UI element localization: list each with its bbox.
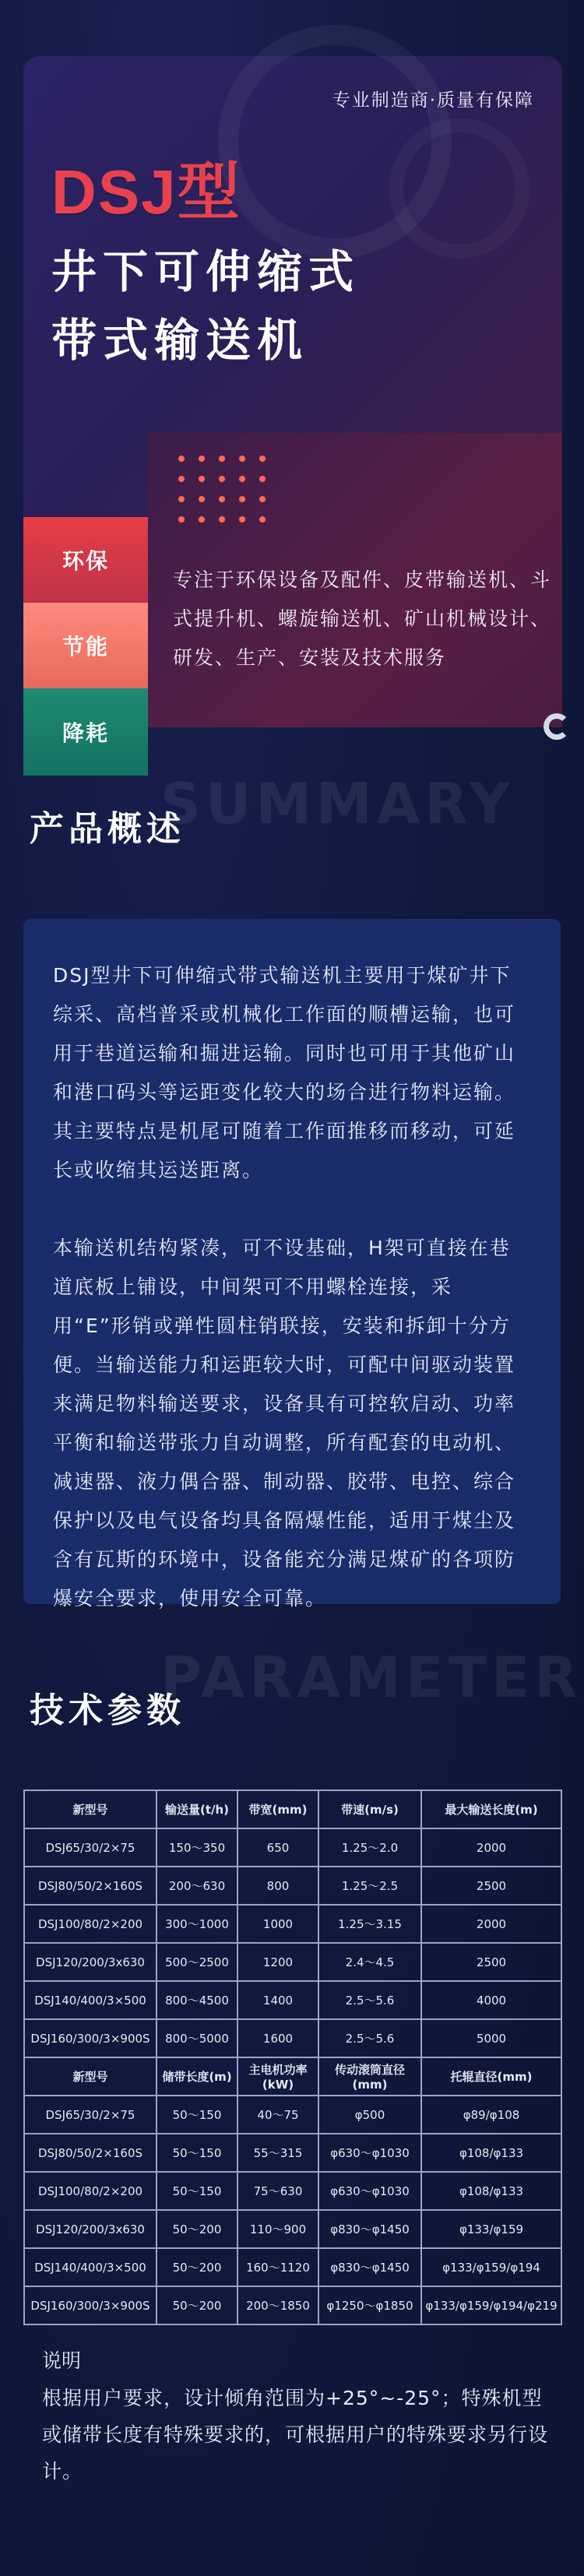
table-cell: 160～1120: [237, 2248, 318, 2286]
table-row: [24, 2210, 561, 2248]
table-cell: φ133/φ159/φ194: [421, 2248, 561, 2286]
table-row: [24, 2096, 561, 2134]
table-row: [24, 2019, 561, 2057]
table-row: [24, 2134, 561, 2172]
table-cell: φ830～φ1450: [318, 2248, 421, 2286]
table-header-cell: 新型号: [24, 2057, 157, 2096]
overview-title: 产品概述: [30, 809, 185, 849]
table-cell: DSJ160/300/3×900S: [24, 2019, 157, 2057]
table-cell: 5000: [421, 2019, 561, 2057]
dot-grid-decoration: [171, 449, 273, 534]
table-row: [24, 2248, 561, 2286]
note-text: 根据用户要求，设计倾角范围为+25°~-25°；特殊机型或储带长度有特殊要求的，可根据用户的特殊要求另行设计。: [42, 2387, 549, 2483]
table-cell: φ630～φ1030: [318, 2172, 421, 2210]
table-cell: 2.5～5.6: [318, 2019, 421, 2057]
table-cell: DSJ160/300/3×900S: [24, 2286, 157, 2324]
parameters-title: 技术参数: [30, 1691, 185, 1730]
table-cell: DSJ80/50/2×160S: [24, 1867, 157, 1905]
table-cell: 50～150: [157, 2096, 237, 2134]
table-cell: φ108/φ133: [421, 2172, 561, 2210]
hero-title-line2: 带式输送机: [51, 314, 309, 367]
table-cell: 300～1000: [157, 1905, 237, 1943]
table-cell: DSJ80/50/2×160S: [24, 2134, 157, 2172]
table-header-row: [24, 1790, 561, 1828]
table-header-cell: 主电机功率(kW): [237, 2057, 318, 2096]
table-cell: DSJ120/200/3x630: [24, 1943, 157, 1981]
table-cell: 800～4500: [157, 1981, 237, 2019]
table-cell: DSJ120/200/3x630: [24, 2210, 157, 2248]
table-cell: 1000: [237, 1905, 318, 1943]
table-header-cell: 最大输送长度(m): [421, 1790, 561, 1828]
table-cell: 1400: [237, 1981, 318, 2019]
table-cell: 50～200: [157, 2248, 237, 2286]
table-cell: 800～5000: [157, 2019, 237, 2057]
table-cell: 1200: [237, 1943, 318, 1981]
table-cell: 650: [237, 1828, 318, 1867]
table-cell: 50～150: [157, 2172, 237, 2210]
table-cell: 4000: [421, 1981, 561, 2019]
table-cell: 50～200: [157, 2210, 237, 2248]
parameters-table: [23, 1789, 562, 2325]
ring-decoration: [544, 713, 570, 740]
parameter-watermark: PARAMETER: [160, 1645, 582, 1710]
decorative-arc: [389, 118, 529, 259]
table-row: [24, 1828, 561, 1867]
table-cell: DSJ100/80/2×200: [24, 1905, 157, 1943]
table-cell: DSJ100/80/2×200: [24, 2172, 157, 2210]
summary-watermark: SUMMARY: [160, 771, 515, 836]
table-cell: 1600: [237, 2019, 318, 2057]
table-cell: 800: [237, 1867, 318, 1905]
hero-banner: [23, 56, 562, 746]
table-cell: 150～350: [157, 1828, 237, 1867]
table-row: [24, 2172, 561, 2210]
hero-title-line1: 井下可伸缩式: [51, 245, 361, 298]
table-cell: 110～900: [237, 2210, 318, 2248]
table-cell: 55～315: [237, 2134, 318, 2172]
table-cell: 500～2500: [157, 1943, 237, 1981]
table-cell: 2000: [421, 1828, 561, 1867]
table-row: [24, 1943, 561, 1981]
table-cell: 40～75: [237, 2096, 318, 2134]
note-title: 说明: [42, 2349, 82, 2372]
table-cell: 50～150: [157, 2134, 237, 2172]
table-cell: DSJ65/30/2×75: [24, 1828, 157, 1867]
hero-description: 专注于环保设备及配件、皮带输送机、斗式提升机、螺旋输送机、矿山机械设计、研发、生产、安装及技术服务: [173, 568, 552, 669]
table-cell: 1.25～2.0: [318, 1828, 421, 1867]
hero-model-name: DSJ型: [51, 157, 241, 227]
badge-energy-saving: 节能: [23, 603, 148, 688]
table-row: [24, 1981, 561, 2019]
table-cell: φ133/φ159/φ194/φ219: [421, 2286, 561, 2324]
overview-paragraph-2: 本输送机结构紧凑，可不设基础，H架可直接在巷道底板上铺设，中间架可不用螺栓连接，采用“E”形销或弹性圆柱销联接，安装和拆卸十分方便。当输送能力和运距较大时，可配中间驱动装置来满足物料输送要求，设备具有可控软启动、功率平衡和输送带张力自动调整，所有配套的电动机、减速器、液力偶合器、制动器、胶带、电控、综合保护以及电气设备均具备隔爆性能，适用于煤尘及含有瓦斯的环境中，设备能充分满足煤矿的各项防爆安全要求，使用安全可靠。: [53, 1237, 516, 1610]
table-cell: DSJ140/400/3×500: [24, 2248, 157, 2286]
table-cell: 1.25～3.15: [318, 1905, 421, 1943]
table-row: [24, 2286, 561, 2324]
table-cell: 200～1850: [237, 2286, 318, 2324]
table-cell: 2.5～5.6: [318, 1981, 421, 2019]
table-cell: φ1250～φ1850: [318, 2286, 421, 2324]
table-row: [24, 1905, 561, 1943]
table-cell: 1.25～2.5: [318, 1867, 421, 1905]
overview-card: [23, 919, 561, 1610]
table-cell: DSJ140/400/3×500: [24, 1981, 157, 2019]
table-cell: φ830～φ1450: [318, 2210, 421, 2248]
table-cell: 2.4～4.5: [318, 1943, 421, 1981]
table-header-cell: 新型号: [24, 1790, 157, 1828]
table-cell: φ630～φ1030: [318, 2134, 421, 2172]
table-cell: φ133/φ159: [421, 2210, 561, 2248]
table-header-cell: 托辊直径(mm): [421, 2057, 561, 2096]
table-header-row: [24, 2057, 561, 2096]
table-cell: 75～630: [237, 2172, 318, 2210]
table-cell: φ500: [318, 2096, 421, 2134]
table-cell: 2500: [421, 1943, 561, 1981]
table-row: [24, 1867, 561, 1905]
badge-consumption: 降耗: [23, 688, 148, 776]
table-header-cell: 输送量(t/h): [157, 1790, 237, 1828]
table-cell: 2000: [421, 1905, 561, 1943]
hero-tagline: 专业制造商·质量有保障: [332, 90, 534, 111]
table-header-cell: 传动滚筒直径(mm): [318, 2057, 421, 2096]
table-cell: φ108/φ133: [421, 2134, 561, 2172]
table-header-cell: 储带长度(m): [157, 2057, 237, 2096]
table-cell: 2500: [421, 1867, 561, 1905]
badge-eco: 环保: [23, 517, 148, 603]
overview-paragraph-1: DSJ型井下可伸缩式带式输送机主要用于煤矿井下综采、高档普采或机械化工作面的顺槽运输，也可用于巷道运输和掘进运输。同时也可用于其他矿山和港口码头等运距变化较大的场合进行物料运输。其主要特点是机尾可随着工作面推移而移动，可延长或收缩其运送距离。: [53, 964, 516, 1181]
table-cell: 50～200: [157, 2286, 237, 2324]
table-header-cell: 带速(m/s): [318, 1790, 421, 1828]
table-cell: φ89/φ108: [421, 2096, 561, 2134]
table-header-cell: 带宽(mm): [237, 1790, 318, 1828]
table-cell: 200～630: [157, 1867, 237, 1905]
table-cell: DSJ65/30/2×75: [24, 2096, 157, 2134]
